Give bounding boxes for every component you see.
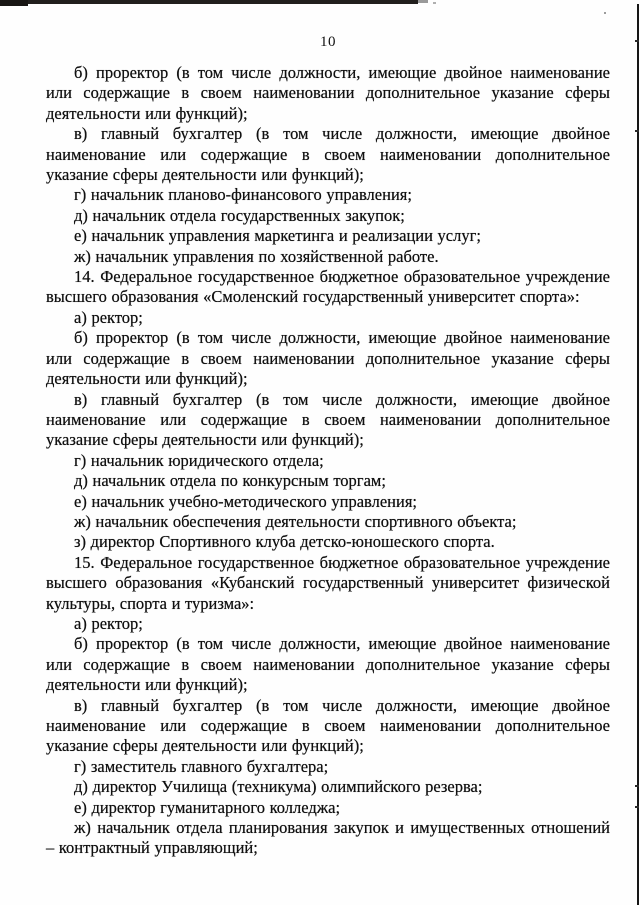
page-number: 10 (320, 34, 336, 50)
scan-artifact-tick (635, 806, 639, 808)
paragraph: г) начальник юридического отдела; (74, 450, 324, 470)
document-body (46, 63, 610, 859)
paragraph: б) проректор (в том числе должности, имеющие двойное наименование или содержащие в своем наименовании дополнительное указание сферы деятельности или функций); (46, 328, 610, 389)
paragraph: б) проректор (в том числе должности, имеющие двойное наименование или содержащие в своем наименовании дополнительное указание сферы деятельности или функций); (46, 63, 610, 123)
scan-artifact-top-corner (0, 0, 28, 6)
scan-artifact-tick (635, 40, 639, 42)
paragraph: ж) начальник отдела планирования закупок и имущественных отношений – контрактный управляющий; (46, 818, 610, 858)
paragraph: 14. Федеральное государственное бюджетное образовательное учреждение высшего образования «Смоленский государственный университет спорта»: (46, 267, 610, 307)
paragraph: г) заместитель главного бухгалтера; (74, 756, 329, 776)
scan-artifact-tick (635, 785, 639, 787)
paragraph: а) ректор; (74, 307, 143, 327)
paragraph: д) директор Училища (техникума) олимпийского резерва; (74, 777, 483, 797)
paragraph: в) главный бухгалтер (в том числе должности, имеющие двойное наименование или содержащие в своем наименовании дополнительное указание сферы деятельности или функций); (46, 389, 610, 450)
scan-artifact-top-bar-gray (418, 0, 428, 3)
paragraph: ж) начальник управления по хозяйственной работе. (74, 246, 439, 266)
paragraph: а) ректор; (74, 613, 143, 633)
paragraph: е) директор гуманитарного колледжа; (74, 797, 341, 817)
paragraph: д) начальник отдела государственных закупок; (74, 205, 405, 225)
paragraph: д) начальник отдела по конкурсным торгам; (74, 471, 386, 491)
paragraph: в) главный бухгалтер (в том числе должности, имеющие двойное наименование или содержащие в своем наименовании дополнительное указание сферы деятельности или функций); (46, 124, 610, 185)
paragraph: б) проректор (в том числе должности, имеющие двойное наименование или содержащие в своем наименовании дополнительное указание сферы деятельности или функций); (46, 634, 610, 695)
scan-artifact-dot (604, 12, 606, 14)
scan-artifact-dot (433, 2, 436, 4)
paragraph: 15. Федеральное государственное бюджетное образовательное учреждение высшего образования «Кубанский государственный университет физической культуры, спорта и туризма»: (46, 552, 610, 613)
paragraph: г) начальник планово-финансового управления; (74, 185, 412, 205)
scan-artifact-tick (635, 130, 639, 132)
scan-artifact-top-bar (0, 0, 418, 4)
paragraph: е) начальник учебно-методического управления; (74, 491, 417, 511)
paragraph: з) директор Спортивного клуба детско-юношеского спорта. (74, 532, 495, 552)
scan-artifact-right-line (637, 4, 639, 905)
paragraph: е) начальник управления маркетинга и реализации услуг; (74, 226, 481, 246)
paragraph: ж) начальник обеспечения деятельности спортивного объекта; (74, 511, 517, 531)
paragraph: в) главный бухгалтер (в том числе должности, имеющие двойное наименование или содержащие в своем наименовании дополнительное указание сферы деятельности или функций); (46, 695, 610, 756)
